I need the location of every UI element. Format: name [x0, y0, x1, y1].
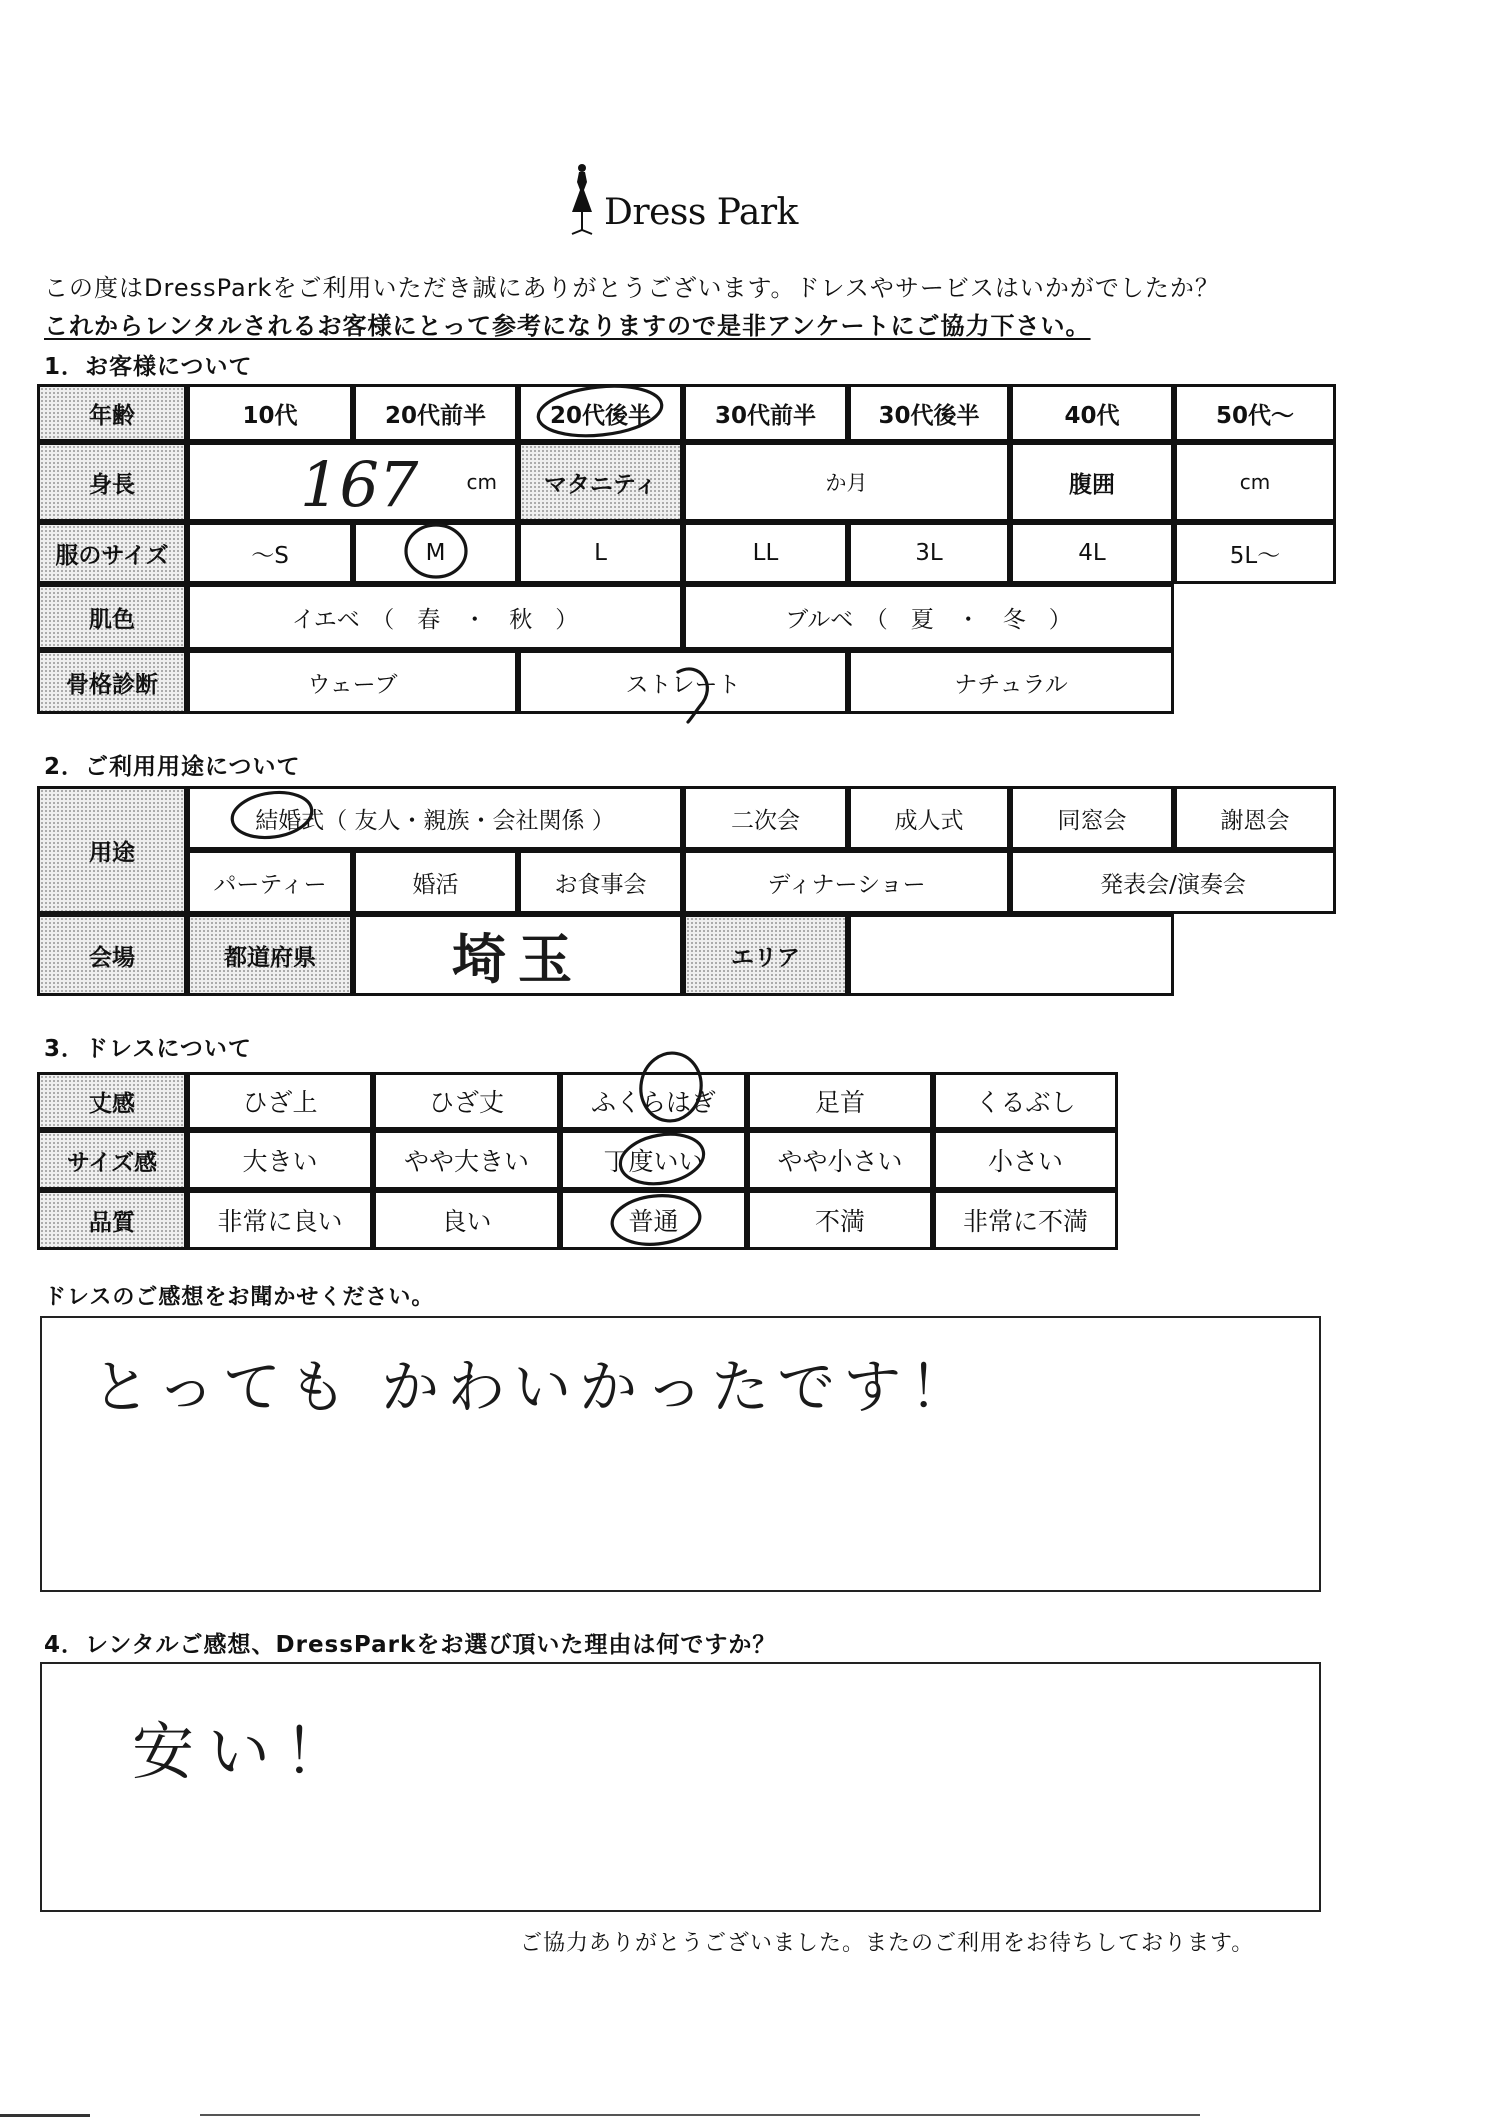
age-option[interactable]: 50代～	[1174, 384, 1336, 442]
length-option[interactable]: ひざ丈	[373, 1072, 560, 1130]
quality-option[interactable]: 非常に良い	[187, 1190, 373, 1250]
fit-option[interactable]: やや小さい	[747, 1130, 933, 1190]
age-selection-circle	[536, 381, 664, 442]
age-label: 年齢	[37, 384, 187, 442]
age-option[interactable]: 10代	[187, 384, 353, 442]
quality-option[interactable]: 不満	[747, 1190, 933, 1250]
size-selection-circle	[406, 525, 466, 577]
section4-title: 4．レンタルご感想、DressParkをお選び頂いた理由は何ですか？	[44, 1632, 777, 1658]
age-option[interactable]: 20代前半	[353, 384, 518, 442]
purpose-option[interactable]: 同窓会	[1010, 786, 1174, 850]
age-option[interactable]: 30代前半	[683, 384, 848, 442]
length-label: 丈感	[37, 1072, 187, 1130]
size-option[interactable]: 3L	[848, 522, 1010, 584]
purpose-option[interactable]: 婚活	[353, 850, 518, 914]
quality-option[interactable]: 非常に不満	[933, 1190, 1118, 1250]
quality-label: 品質	[37, 1190, 187, 1250]
impression-answer: とっても かわいかったです！	[92, 1353, 976, 1421]
intro-line: この度はDressParkをご利用いただき誠にありがとうございます。ドレスやサービスはいかがでしたか？	[44, 274, 1220, 302]
purpose-option[interactable]: 成人式	[848, 786, 1010, 850]
fit-label: サイズ感	[37, 1130, 187, 1190]
fit-selection-circle	[616, 1128, 707, 1190]
length-selection-circle	[636, 1048, 707, 1125]
frame-option-selected[interactable]: ストレート	[518, 650, 848, 714]
purpose-selection-circle	[229, 788, 314, 843]
fit-option[interactable]: 大きい	[187, 1130, 373, 1190]
months-unit: か月	[825, 471, 868, 495]
fit-option[interactable]: 小さい	[933, 1130, 1118, 1190]
purpose-option[interactable]: 二次会	[683, 786, 848, 850]
frame-label: 骨格診断	[37, 650, 187, 714]
quality-option-selected[interactable]: 普通	[560, 1190, 747, 1250]
length-option[interactable]: ひざ上	[187, 1072, 373, 1130]
purpose-option[interactable]: パーティー	[187, 850, 353, 914]
age-option[interactable]: 30代後半	[848, 384, 1010, 442]
purpose-label: 用途	[37, 786, 187, 914]
frame-selection-mark	[678, 669, 707, 722]
section2-title: 2．ご利用用途について	[44, 754, 301, 780]
size-option-selected[interactable]: M	[353, 522, 518, 584]
age-option[interactable]: 40代	[1010, 384, 1174, 442]
quality-selection-circle	[610, 1192, 703, 1249]
size-option[interactable]: 5L～	[1174, 522, 1336, 584]
length-option[interactable]: 足首	[747, 1072, 933, 1130]
fit-option-selected[interactable]: 丁度いい	[560, 1130, 747, 1190]
waist-unit: cm	[1239, 470, 1271, 494]
area-label: エリア	[683, 914, 848, 996]
length-option-selected[interactable]: ふくらはぎ	[560, 1072, 747, 1130]
prefecture-label: 都道府県	[187, 914, 353, 996]
length-option[interactable]: くるぶし	[933, 1072, 1118, 1130]
reason-answer: 安い！	[132, 1715, 361, 1788]
maternity-label: マタニティ	[518, 442, 683, 522]
skin-yellow-base[interactable]: イエベ （ 春 ・ 秋 ）	[187, 584, 683, 650]
height-value: 167	[300, 448, 419, 521]
size-option[interactable]: L	[518, 522, 683, 584]
purpose-option[interactable]: 謝恩会	[1174, 786, 1336, 850]
frame-option[interactable]: ウェーブ	[187, 650, 518, 714]
age-option-selected[interactable]: 20代後半	[518, 384, 683, 442]
size-label: 服のサイズ	[37, 522, 187, 584]
purpose-option[interactable]: お食事会	[518, 850, 683, 914]
brand-name: Dress Park	[604, 192, 798, 233]
frame-option[interactable]: ナチュラル	[848, 650, 1174, 714]
skin-blue-base[interactable]: ブルベ （ 夏 ・ 冬 ）	[683, 584, 1174, 650]
purpose-option[interactable]: ディナーショー	[683, 850, 1010, 914]
purpose-wedding-selected: 結婚式	[255, 807, 325, 834]
closing-message: ご協力ありがとうございました。またのご利用をお待ちしております。	[520, 1931, 1255, 1956]
fit-option[interactable]: やや大きい	[373, 1130, 560, 1190]
quality-option[interactable]: 良い	[373, 1190, 560, 1250]
section3-title: 3．ドレスについて	[44, 1036, 252, 1062]
impression-prompt: ドレスのご感想をお聞かせください。	[44, 1285, 435, 1310]
size-option[interactable]: 4L	[1010, 522, 1174, 584]
venue-label: 会場	[37, 914, 187, 996]
prefecture-value: 埼玉	[452, 926, 584, 991]
waist-label: 腹囲	[1010, 442, 1174, 522]
purpose-option[interactable]: 発表会/演奏会	[1010, 850, 1336, 914]
purpose-wedding-detail: （ 友人・親族・会社関係 ）	[324, 807, 615, 834]
height-label: 身長	[37, 442, 187, 522]
size-option[interactable]: LL	[683, 522, 848, 584]
size-option[interactable]: ～S	[187, 522, 353, 584]
height-unit: cm	[466, 470, 497, 494]
intro-request: これからレンタルされるお客様にとって参考になりますので是非アンケートにご協力下さい。	[44, 312, 1091, 340]
skin-label: 肌色	[37, 584, 187, 650]
section1-title: 1．お客様について	[44, 354, 253, 380]
